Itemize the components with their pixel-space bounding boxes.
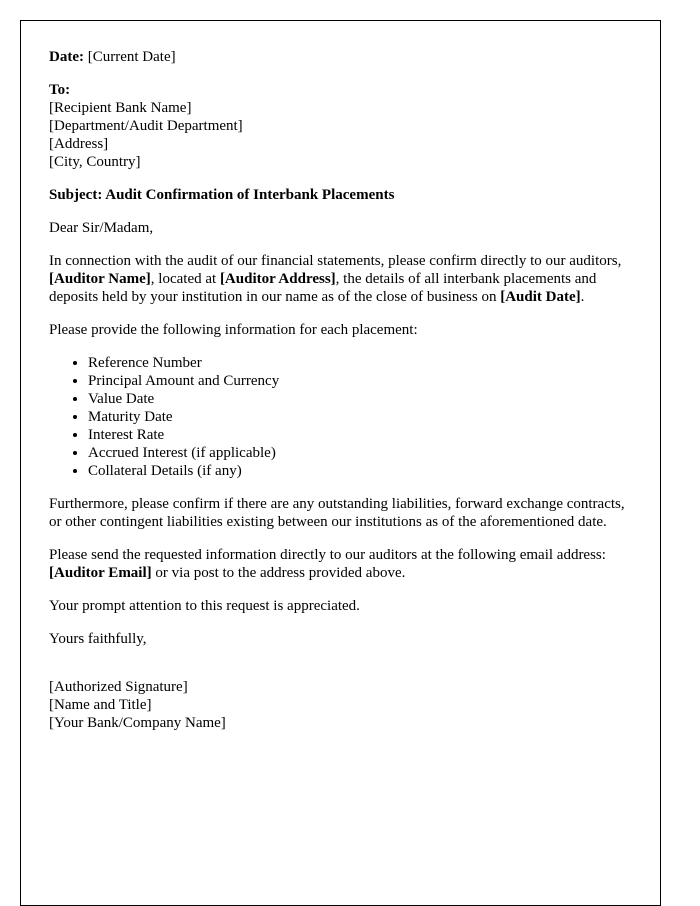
letter-line: [Your Bank/Company Name] bbox=[49, 715, 226, 731]
bold-text-segment: To: bbox=[49, 82, 71, 98]
bold-text-segment: [Auditor Email] bbox=[49, 565, 152, 581]
bold-text-segment: Date: bbox=[49, 49, 84, 65]
text-segment: . bbox=[580, 289, 585, 305]
bold-text-segment: [Auditor Name] bbox=[49, 271, 151, 287]
letter-line: [Department/Audit Department] bbox=[49, 118, 243, 134]
letter-line: [Address] bbox=[49, 136, 109, 152]
salutation: Dear Sir/Madam, bbox=[49, 220, 154, 236]
provide-paragraph: Please provide the following information for each placement: bbox=[49, 322, 418, 338]
letter-page bbox=[20, 20, 661, 906]
text-segment: Please send the requested information directly to our auditors at the following email address: bbox=[49, 547, 606, 563]
send-paragraph bbox=[49, 546, 632, 582]
bullet-item: • Principal Amount and Currency bbox=[88, 372, 632, 390]
bullet-item: • Value Date bbox=[88, 390, 632, 408]
text-segment: In connection with the audit of our financial statements, please confirm directly to our auditors, bbox=[49, 253, 622, 269]
bullet-item: • Maturity Date bbox=[88, 408, 632, 426]
bold-text-segment: [Audit Date] bbox=[500, 289, 581, 305]
furthermore-paragraph: Furthermore, please confirm if there are any outstanding liabilities, forward exchange contracts, or other contingent liabilities existing between our institutions as of the aforementioned date. bbox=[49, 496, 625, 530]
letter-line: [Name and Title] bbox=[49, 697, 152, 713]
recipient-block bbox=[49, 81, 632, 171]
intro-paragraph bbox=[49, 252, 632, 306]
signature-block bbox=[49, 678, 632, 732]
recipient-lines bbox=[49, 99, 632, 171]
subject-line bbox=[49, 186, 632, 204]
text-segment: [Current Date] bbox=[83, 49, 176, 65]
letter-line: [Authorized Signature] bbox=[49, 679, 188, 695]
text-segment: , located at bbox=[150, 271, 220, 287]
bullet-item: • Reference Number bbox=[88, 354, 632, 372]
closing-line: Yours faithfully, bbox=[49, 631, 147, 647]
to-label bbox=[49, 81, 632, 99]
placement-info-list bbox=[49, 354, 632, 480]
text-segment: or via post to the address provided above. bbox=[151, 565, 406, 581]
bullet-item: • Collateral Details (if any) bbox=[88, 462, 632, 480]
bold-text-segment: Subject: Audit Confirmation of Interbank Placements bbox=[49, 187, 395, 203]
bullet-item: • Interest Rate bbox=[88, 426, 632, 444]
signature-gap bbox=[49, 663, 632, 678]
bullet-item: • Accrued Interest (if applicable) bbox=[88, 444, 632, 462]
letter-body bbox=[49, 48, 632, 732]
text-segment: , the details of all interbank placements and deposits held by your institution in our name as of the close of business on bbox=[49, 271, 597, 305]
prompt-paragraph: Your prompt attention to this request is appreciated. bbox=[49, 598, 360, 614]
letter-line: [Recipient Bank Name] bbox=[49, 100, 192, 116]
letter-line: [City, Country] bbox=[49, 154, 141, 170]
bold-text-segment: [Auditor Address] bbox=[219, 271, 336, 287]
date-line bbox=[49, 48, 632, 66]
